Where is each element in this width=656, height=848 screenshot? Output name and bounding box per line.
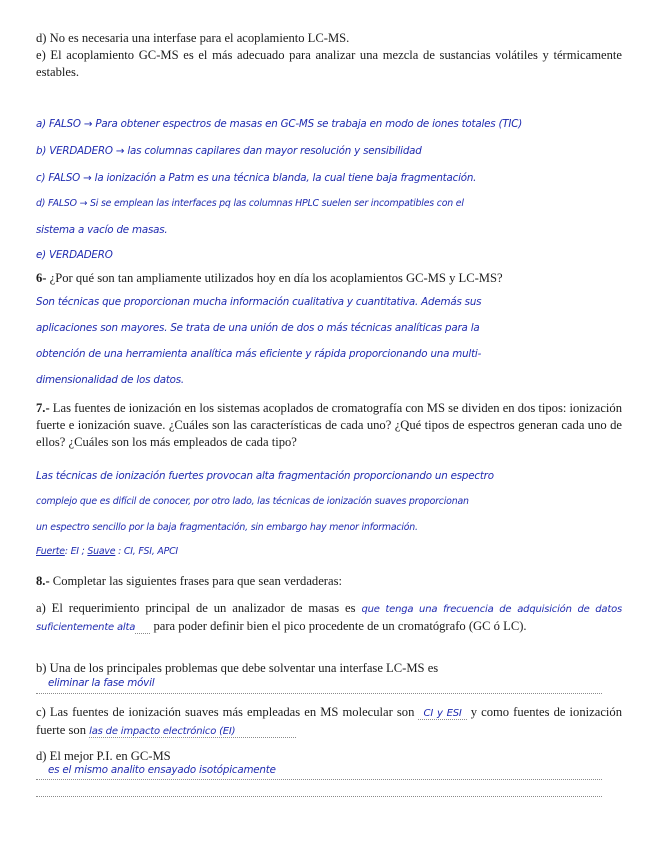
- question-7-text: Las fuentes de ionización en los sistemas acoplados de cromatografía con MS se dividen en dos tipos: ionización fuerte e ionización suave. ¿Cuáles son las características de cada uno? ¿Qué tipos de espectros generan cada uno de ellos? ¿Cuáles son los más empleados de cada tipo?: [36, 401, 622, 449]
- question-7: [36, 400, 622, 451]
- answer-d-line2: sistema a vacío de masas.: [36, 224, 168, 236]
- answer-7-line1: Las técnicas de ionización fuertes provocan alta fragmentación proporcionando un espectro: [36, 470, 494, 482]
- strong-ionization-label: Fuerte: [36, 546, 65, 557]
- answer-6-line4: dimensionalidad de los datos.: [36, 374, 184, 386]
- item-8b-answer: eliminar la fase móvil: [48, 677, 155, 689]
- answer-6-line2: aplicaciones son mayores. Se trata de una unión de dos o más técnicas analíticas para la: [36, 322, 480, 334]
- item-8b: b) Una de los principales problemas que debe solventar una interfase LC-MS es: [36, 661, 439, 675]
- question-8-text: Completar las siguientes frases para que sean verdaderas:: [49, 574, 342, 588]
- item-8c-answer-strong-field: [89, 723, 296, 738]
- item-8c-prefix: c) Las fuentes de ionización suaves más empleadas en MS molecular son: [36, 705, 415, 719]
- soft-ionization-value: : CI, FSI, APCI: [115, 546, 178, 557]
- item-8c: [36, 704, 622, 740]
- item-8a-suffix: para poder definir bien el pico procedente de un cromatógrafo (GC ó LC).: [153, 619, 527, 633]
- answer-7-line4: [36, 546, 178, 557]
- question-8-number: 8.-: [36, 574, 50, 588]
- item-8d-dotted-line-1: [36, 779, 602, 780]
- question-8: [36, 573, 622, 590]
- answer-c: c) FALSO → la ionización a Patm es una técnica blanda, la cual tiene baja fragmentación.: [36, 172, 477, 184]
- item-8c-answer-soft-field: [418, 705, 466, 720]
- answer-a: a) FALSO → Para obtener espectros de masas en GC-MS se trabaja en modo de iones totales (TIC): [36, 118, 523, 130]
- item-8a: [36, 600, 622, 636]
- item-8c-middle: y como fuentes de ionización fuerte son: [36, 705, 622, 737]
- question-7-number: 7.-: [36, 401, 50, 415]
- item-8a-answer-part1: que tenga una frecuencia de: [361, 604, 512, 615]
- answer-6-line1: Son técnicas que proporcionan mucha información cualitativa y cuantitativa. Además sus: [36, 296, 482, 308]
- item-8a-answer-part2: adquisición de datos suficientemente alta: [36, 604, 622, 633]
- question-6-number: 6-: [36, 271, 47, 285]
- statement-d: d) No es necesaria una interfase para el acoplamiento LC-MS.: [36, 31, 350, 45]
- item-8d-dotted-line-2: [36, 796, 602, 797]
- answer-e: e) VERDADERO: [36, 249, 113, 261]
- soft-ionization-label: Suave: [87, 546, 116, 557]
- item-8a-dotted-line: [135, 619, 150, 634]
- answer-b: b) VERDADERO → las columnas capilares dan mayor resolución y sensibilidad: [36, 145, 422, 157]
- item-8c-answer-soft: CI y ESI: [423, 708, 462, 719]
- answer-d-line1: d) FALSO → Si se emplean las interfaces pq las columnas HPLC suelen ser incompatibles con el: [36, 198, 464, 209]
- item-8d: d) El mejor P.I. en GC-MS: [36, 749, 171, 763]
- item-8b-dotted-line: [36, 693, 602, 694]
- question-6: [36, 270, 622, 287]
- strong-ionization-value: : EI ;: [64, 546, 88, 557]
- answer-7-line3: un espectro sencillo por la baja fragmentación, sin embargo hay menor información.: [36, 522, 418, 533]
- answer-7-line2: complejo que es difícil de conocer, por otro lado, las técnicas de ionización suaves proporcionan: [36, 496, 469, 507]
- answer-6-line3: obtención de una herramienta analítica más eficiente y rápida proporcionando una multi-: [36, 348, 482, 360]
- item-8d-answer: es el mismo analito ensayado isotópicamente: [48, 764, 276, 776]
- item-8a-prefix: a) El requerimiento principal de un analizador de masas es: [36, 601, 356, 615]
- item-8c-answer-strong: las de impacto electrónico (EI): [89, 726, 236, 737]
- statement-e: e) El acoplamiento GC-MS es el más adecuado para analizar una mezcla de sustancias volátiles y térmicamente estables.: [36, 48, 622, 79]
- question-6-text: ¿Por qué son tan ampliamente utilizados hoy en día los acoplamientos GC-MS y LC-MS?: [46, 271, 503, 285]
